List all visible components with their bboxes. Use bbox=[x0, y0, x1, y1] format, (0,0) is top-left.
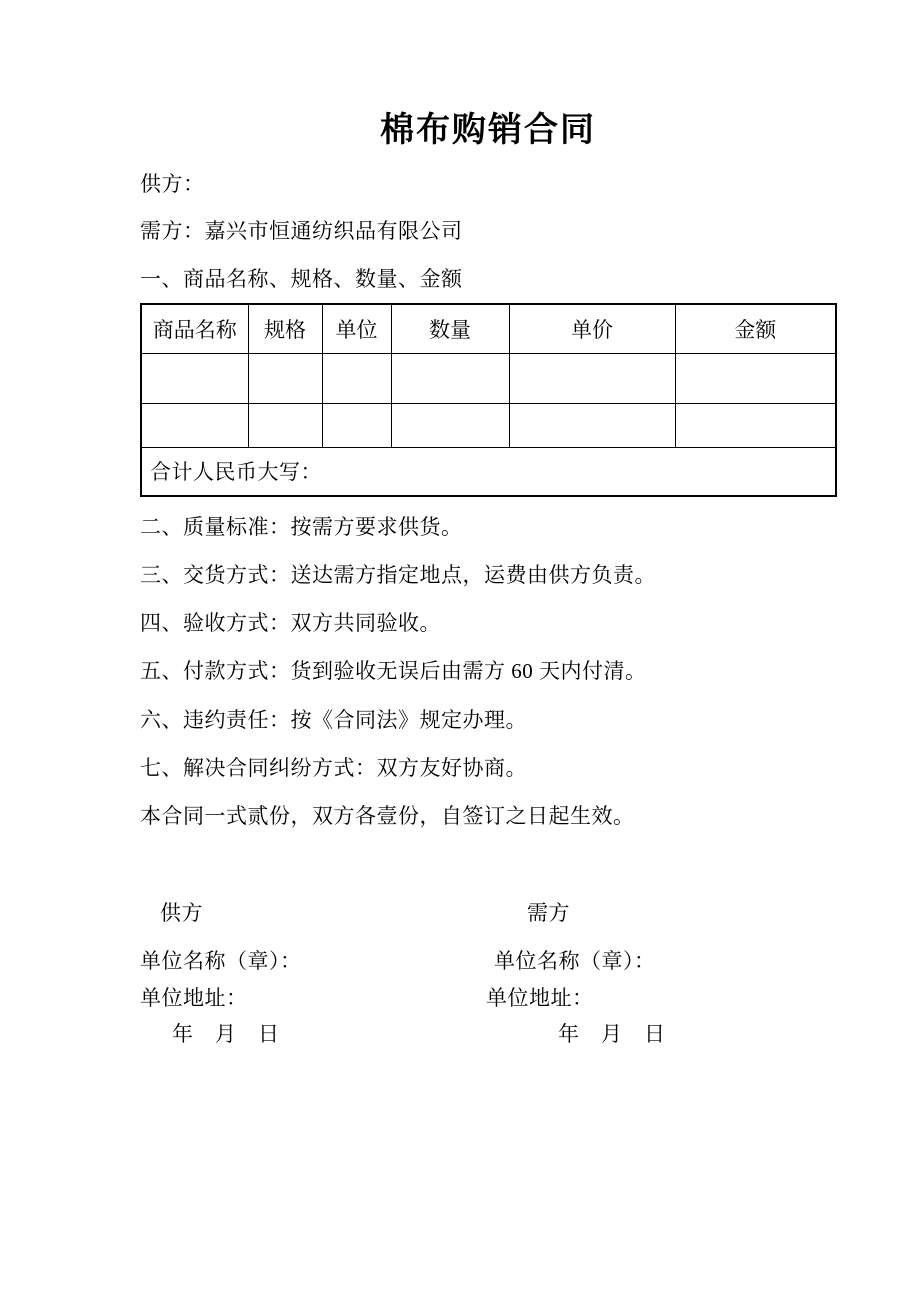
empty-cell bbox=[509, 403, 675, 447]
header-cell-product-name: 商品名称 bbox=[141, 304, 248, 353]
document-content bbox=[140, 0, 836, 1047]
empty-cell bbox=[675, 353, 836, 403]
buyer-name-label: 单位名称（章）： bbox=[494, 949, 656, 973]
buyer-party-label: 需方 bbox=[527, 901, 570, 925]
header-cell-unit-price: 单价 bbox=[509, 304, 675, 353]
goods-table-total-row bbox=[141, 447, 836, 496]
section-one-heading: 一、商品名称、规格、数量、金额 bbox=[140, 267, 463, 291]
supplier-line: 供方： bbox=[140, 172, 205, 196]
signature-party-row bbox=[140, 901, 836, 926]
empty-cell bbox=[322, 403, 391, 447]
supplier-date-label: 年 月 日 bbox=[172, 1022, 280, 1046]
empty-cell bbox=[248, 403, 322, 447]
supplier-address-label: 单位地址： bbox=[140, 986, 248, 1010]
empty-cell bbox=[248, 353, 322, 403]
buyer-address-label: 单位地址： bbox=[486, 986, 594, 1010]
empty-cell bbox=[391, 353, 509, 403]
total-in-words-cell: 合计人民币大写： bbox=[141, 447, 836, 496]
header-cell-spec: 规格 bbox=[248, 304, 322, 353]
signature-date-row bbox=[140, 1022, 836, 1047]
goods-table-header-row bbox=[141, 304, 836, 353]
clause-payment: 五、付款方式：货到验收无误后由需方 60 天内付清。 bbox=[140, 659, 647, 683]
header-cell-unit: 单位 bbox=[322, 304, 391, 353]
clause-quality: 二、质量标准：按需方要求供货。 bbox=[140, 515, 463, 539]
clause-dispute: 七、解决合同纠纷方式：双方友好协商。 bbox=[140, 756, 527, 780]
empty-cell bbox=[322, 353, 391, 403]
buyer-line: 需方：嘉兴市恒通纺织品有限公司 bbox=[140, 219, 463, 243]
goods-table bbox=[140, 303, 837, 497]
empty-cell bbox=[675, 403, 836, 447]
header-cell-amount: 金额 bbox=[675, 304, 836, 353]
supplier-name-label: 单位名称（章）： bbox=[140, 949, 302, 973]
clause-acceptance: 四、验收方式：双方共同验收。 bbox=[140, 611, 441, 635]
signature-name-row bbox=[140, 949, 836, 974]
empty-cell bbox=[141, 353, 248, 403]
empty-cell bbox=[141, 403, 248, 447]
header-cell-quantity: 数量 bbox=[391, 304, 509, 353]
empty-cell bbox=[509, 353, 675, 403]
closing-line: 本合同一式贰份，双方各壹份，自签订之日起生效。 bbox=[140, 804, 635, 828]
goods-table-empty-row bbox=[141, 403, 836, 447]
clause-delivery: 三、交货方式：送达需方指定地点，运费由供方负责。 bbox=[140, 563, 656, 587]
supplier-party-label: 供方 bbox=[160, 901, 203, 925]
signature-address-row bbox=[140, 986, 836, 1011]
goods-table-empty-row bbox=[141, 353, 836, 403]
document-title: 棉布购销合同 bbox=[380, 111, 596, 149]
clause-breach: 六、违约责任：按《合同法》规定办理。 bbox=[140, 708, 527, 732]
empty-cell bbox=[391, 403, 509, 447]
buyer-date-label: 年 月 日 bbox=[558, 1022, 666, 1046]
